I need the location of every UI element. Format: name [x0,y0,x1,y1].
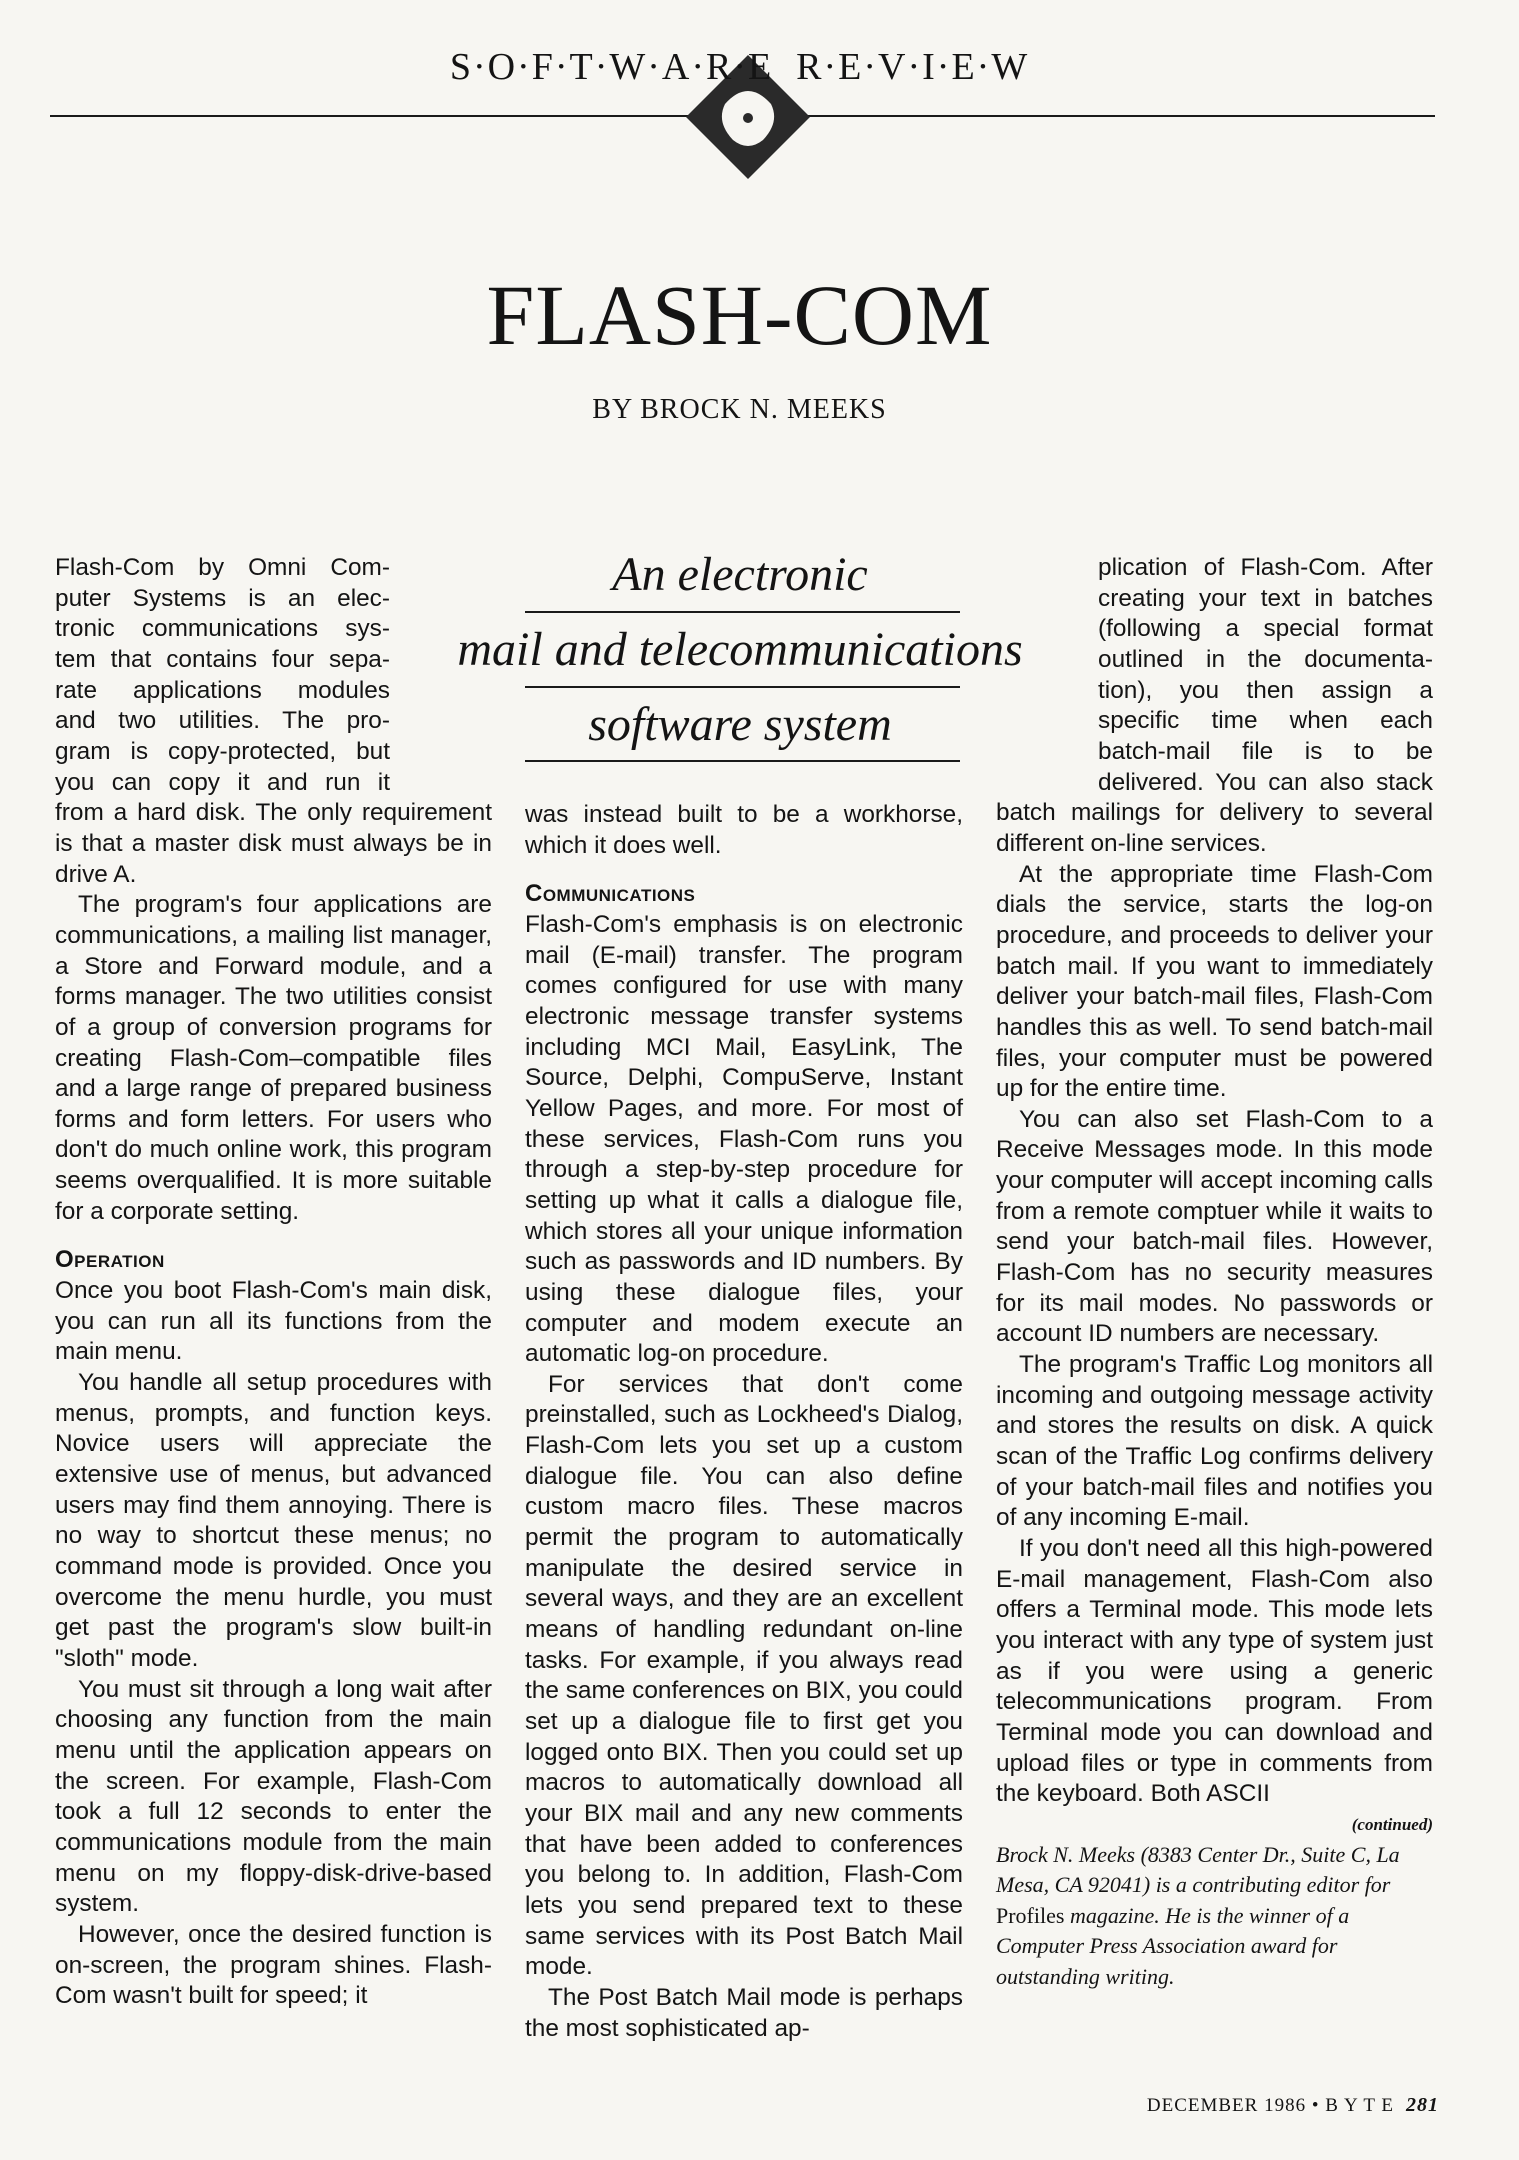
section-heading-operation: Operation [55,1246,165,1274]
text-line: creating your text in batches [1098,584,1433,612]
text-line: rate applications modules [55,676,390,704]
section-header: S·O·F·T·W·A·R·E R·E·V·I·E·W [449,46,1030,88]
text-line: specific time when each [1098,707,1433,735]
paragraph: The program's four applications are communications, a mailing list manager, a Store and Forward module, and a forms manager. The two utilities consist of a group of conversion programs for creating Flash-Com–compatible files and a large range of prepared business forms and form letters. For users who don't do much online work, this program seems overqualified. It is more suitable for a corporate setting. [55,891,492,1225]
paragraph: For services that don't come preinstalled, such as Lockheed's Dialog, Flash-Com lets you set up a custom dialogue file. You can also define custom macro files. These macros permit the program to automatically manipulate the desired service in several ways, and they are an excellent means of handling redundant on-line tasks. For example, if you always read the same conferences on BIX, you could set up a dialogue file to first get you logged onto BIX. Then you could set up macros to automatically download all your BIX mail and any new comments that have been added to conferences you belong to. In addition, Flash-Com lets you send prepared text to these same services with its Post Batch Mail mode. [525,1370,963,1981]
paragraph: You can also set Flash-Com to a Receive Messages mode. In this mode your computer will accept incoming calls from a remote comptuer while it waits to send your batch-mail files. However, Flash-Com has no security measures for its mail modes. No passwords or account ID numbers are necessary. [996,1105,1433,1348]
text-line: tronic communications sys- [55,615,390,643]
paragraph: If you don't need all this high-powered E-mail management, Flash-Com also offers a Terminal mode. This mode lets you interact with any type of system just as if you were using a generic telecommunications program. From Terminal mode you can download and upload files or type in comments from the keyboard. Both ASCII [996,1535,1433,1808]
text-line: plication of Flash-Com. After [1098,554,1433,581]
pull-quote-rule [525,760,960,762]
page-footer [1147,2094,1439,2117]
paragraph: You handle all setup procedures with menus, prompts, and function keys. Novice users will appreciate the extensive use of menus, but advanced users may find them annoying. There is no way to shortcut these menus; no command mode is provided. Once you overcome the menu hurdle, you must get past the program's slow built-in "sloth" mode. [55,1369,492,1672]
paragraph: The Post Batch Mail mode is perhaps the most sophisticated ap- [525,1983,963,2042]
text-line: and two utilities. The pro- [55,707,390,735]
text-line: Flash-Com by Omni Com- [55,554,390,581]
text-line: (following a special format [1098,615,1433,643]
magazine-name: Profiles [996,1902,1065,1928]
paragraph: from a hard disk. The only requirement is that a master disk must always be in drive A. [55,799,492,888]
pull-quote-line: An electronic [612,548,868,601]
pull-quote-line: mail and telecommunications [457,623,1023,676]
pull-quote-rule [525,686,960,688]
pull-quote-rule [525,611,960,613]
paragraph: batch mailings for delivery to several different on-line services. [996,799,1433,857]
paragraph: However, once the desired function is on-screen, the program shines. Flash-Com wasn't built for speed; it [55,1920,492,2010]
page-number: 281 [1406,2094,1439,2116]
text-line: puter Systems is an elec- [55,584,390,612]
intro-narrow-block [55,553,390,798]
text-line: tion), you then assign a [1098,676,1433,704]
text-line: you can copy it and run it [55,768,390,796]
section-heading-communications: Communications [525,880,696,908]
body-column-3 [996,553,1433,1992]
body-column-2 [525,800,963,2044]
paragraph: The program's Traffic Log monitors all incoming and outgoing message activity and stores the results on disk. A quick scan of the Traffic Log confirms delivery of your batch-mail files and notifies you of any incoming E-mail. [996,1351,1433,1532]
continued-note: (continued) [1351,1814,1433,1834]
paragraph: You must sit through a long wait after choosing any function from the main menu until the application appears on the screen. For example, Flash-Com took a full 12 seconds to enter the communications module from the main menu on my floppy-disk-drive-based system. [55,1675,492,1918]
text-line: delivered. You can also stack [1098,768,1433,796]
pull-quote-line: software system [588,698,892,751]
author-bio-text: Brock N. Meeks (8383 Center Dr., Suite C, La Mesa, CA 92041) is a contributing editor for [996,1841,1400,1898]
text-line: batch-mail file is to be [1098,737,1433,765]
text-line: tem that contains four sepa- [55,645,390,673]
paragraph: was instead built to be a workhorse, which it does well. [525,801,963,859]
article-byline: BY BROCK N. MEEKS [592,394,887,425]
article-title: FLASH-COM [486,267,993,363]
text-line: outlined in the documenta- [1098,645,1433,673]
text-line: gram is copy-protected, but [55,737,390,765]
author-bio-text: magazine. He is the winner of a Computer Press Association award for outstanding writing. [996,1902,1350,1989]
paragraph: Once you boot Flash-Com's main disk, you can run all its functions from the main menu. [55,1277,492,1366]
paragraph: Flash-Com's emphasis is on electronic mail (E-mail) transfer. The program comes configured for use with many electronic message transfer systems including MCI Mail, EasyLink, The Source, Delphi, CompuServe, Instant Yellow Pages, and more. For most of these services, Flash-Com runs you through a step-by-step procedure for setting up what it calls a dialogue file, which stores all your unique information such as passwords and ID numbers. By using these dialogue files, your computer and modem execute an automatic log-on procedure. [525,910,963,1368]
author-bio [996,1840,1433,1993]
paragraph: At the appropriate time Flash-Com dials the service, starts the log-on procedure, and proceeds to deliver your batch mail. If you want to immediately deliver your batch-mail files, Flash-Com handles this as well. To send batch-mail files, your computer must be powered up for the entire time. [996,860,1433,1103]
body-column-1 [55,553,492,2012]
intro-narrow-block [1098,553,1433,798]
issue-label: DECEMBER 1986 • B Y T E [1146,2095,1394,2116]
